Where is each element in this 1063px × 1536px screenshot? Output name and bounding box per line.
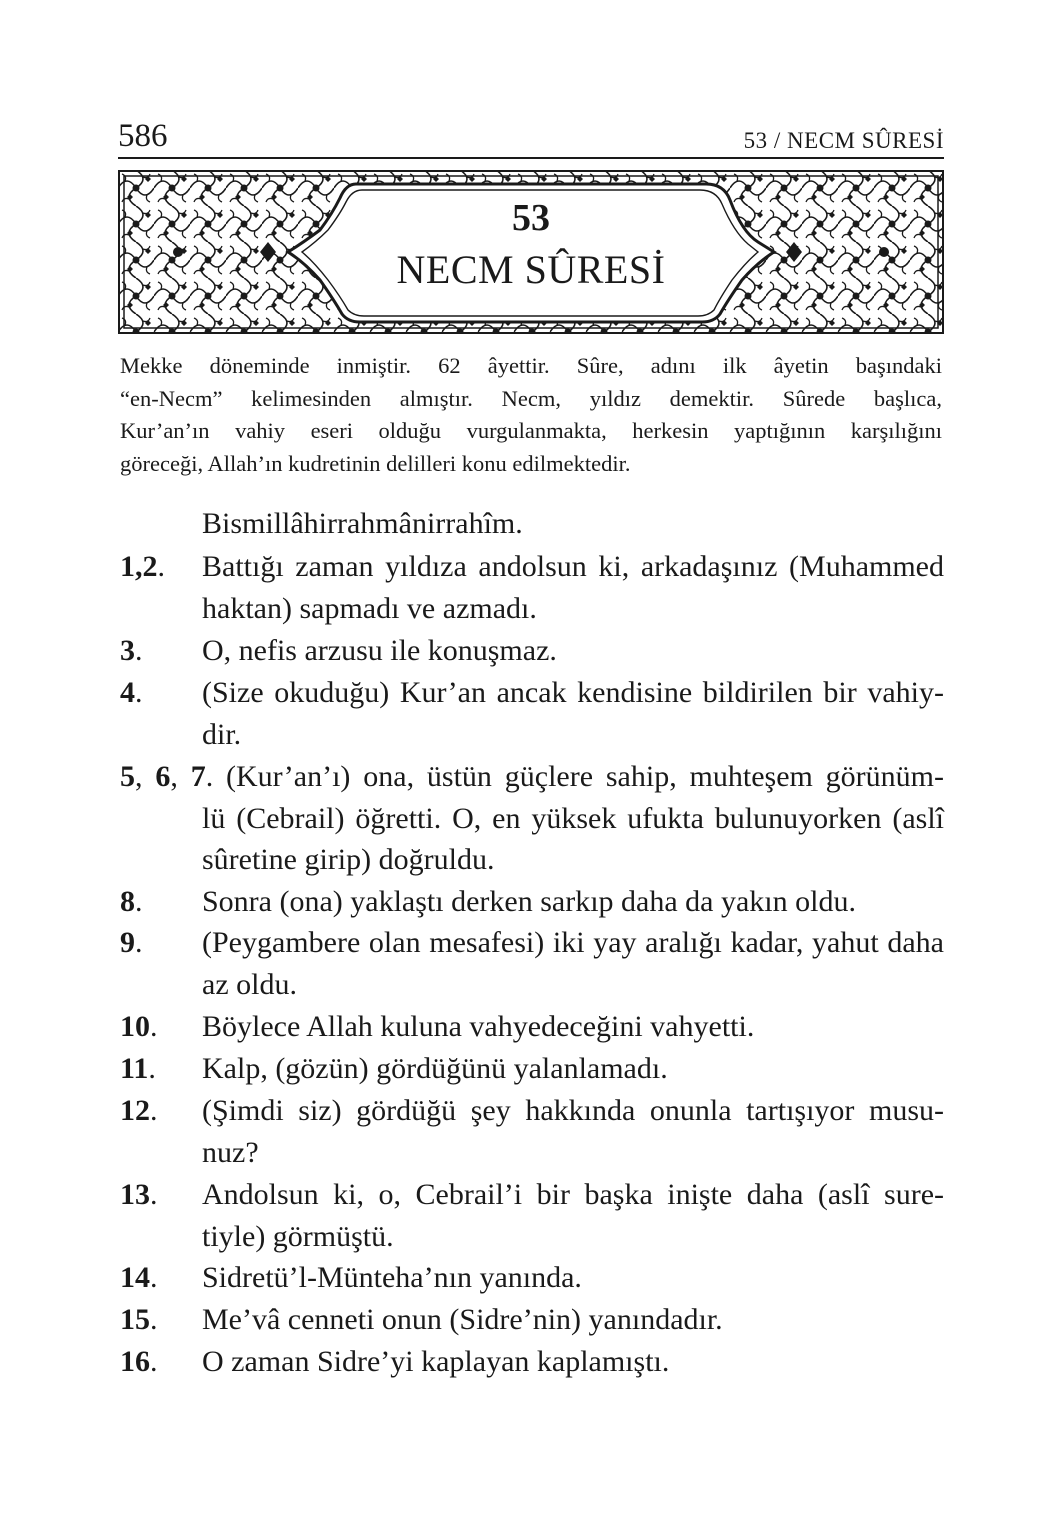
verse-text-line: O, nefis arzusu ile konuşmaz. <box>202 634 557 667</box>
verse-text-line: Me’vâ cenneti onun (Sidre’nin) yanındadır. <box>202 1303 723 1336</box>
verse-text-line: Kalp, (gözün) gördüğünü yalanlamadı. <box>202 1052 668 1085</box>
page-header <box>118 118 944 158</box>
verse-4 <box>120 672 944 755</box>
verse-13 <box>120 1174 944 1257</box>
verse-text-line: (Peygambere olan mesafesi) iki yay aralığı kadar, yahut daha <box>202 926 944 959</box>
verse-text-line: (Şimdi siz) gördüğü şey hakkında onunla tartışıyor musu- <box>202 1094 944 1127</box>
verse-number: 1,2. <box>120 550 165 583</box>
page-number: 586 <box>118 118 168 154</box>
verse-number: 3. <box>120 634 143 667</box>
verse-14 <box>120 1257 944 1299</box>
verse-first-line: 5, 6, 7. (Kur’an’ı) ona, üstün güçlere sahip, muhteşem görünüm- <box>120 760 945 793</box>
verse-text-line: nuz? <box>202 1135 259 1169</box>
verse-text-line: dir. <box>202 717 242 751</box>
verse-number: 8. <box>120 885 143 918</box>
verse-number: 9. <box>120 926 143 959</box>
verse-text-line: lü (Cebrail) öğretti. O, en yüksek ufukta bulunuyorken (aslî <box>202 801 944 835</box>
surah-title: NECM SÛRESİ <box>396 247 666 292</box>
verse-number: 11. <box>120 1052 156 1085</box>
verse-text-line: Sidretü’l-Münteha’nın yanında. <box>202 1261 582 1294</box>
verse-text-line: Andolsun ki, o, Cebrail’i bir başka inişte daha (aslî sure- <box>202 1178 944 1211</box>
surah-number: 53 <box>512 197 550 239</box>
verse-number: 13. <box>120 1178 158 1211</box>
verse-10 <box>120 1006 944 1048</box>
header-rule <box>118 157 944 159</box>
bismillah: Bismillâhirrahmânirrahîm. <box>202 507 523 540</box>
intro-line: Mekke döneminde inmiştir. 62 âyettir. Sûre, adını ilk âyetin başındaki <box>120 353 942 378</box>
intro-line: göreceği, Allah’ın kudretinin delilleri konu edilmektedir. <box>120 450 631 476</box>
verse-text-line: az oldu. <box>202 967 297 1001</box>
verse-9 <box>120 922 944 1005</box>
verse-11 <box>120 1048 944 1090</box>
verse-number: 4. <box>120 676 143 709</box>
verse-number: 10. <box>120 1010 158 1043</box>
verse-number: 12. <box>120 1094 158 1127</box>
verse-text-line: O zaman Sidre’yi kaplayan kaplamıştı. <box>202 1345 670 1378</box>
verse-text-line: tiyle) görmüştü. <box>202 1219 394 1253</box>
verse-number: 14. <box>120 1261 158 1294</box>
intro-line: “en-Necm” kelimesinden almıştır. Necm, yıldız demektir. Sûrede başlıca, <box>120 385 942 411</box>
surah-introduction <box>120 350 942 480</box>
verse-3 <box>120 630 944 672</box>
verse-text-line: Sonra (ona) yaklaştı derken sarkıp daha da yakın oldu. <box>202 885 856 918</box>
verse-12 <box>120 1090 944 1173</box>
verse-text-line: sûretine girip) doğruldu. <box>202 843 495 876</box>
verse-8 <box>120 881 944 923</box>
verse-text-line: Battığı zaman yıldıza andolsun ki, arkadaşınız (Muhammed <box>202 550 944 583</box>
verse-15 <box>120 1299 944 1341</box>
verse-text-line: Böylece Allah kuluna vahyedeceğini vahyetti. <box>202 1010 755 1043</box>
verse-16 <box>120 1341 944 1383</box>
verse-text-line: haktan) sapmadı ve azmadı. <box>202 591 537 625</box>
verse-number: 15. <box>120 1303 158 1336</box>
verse-1-2 <box>120 546 944 629</box>
surah-banner <box>118 170 944 334</box>
verse-text-line: (Size okuduğu) Kur’an ancak kendisine bildirilen bir vahiy- <box>202 676 944 709</box>
intro-line: Kur’an’ın vahiy eseri olduğu vurgulanmakta, herkesin yaptığının karşılığını <box>120 418 942 443</box>
verse-number: 16. <box>120 1345 158 1378</box>
verse-5-6-7 <box>120 756 944 881</box>
running-title: 53 / NECM SÛRESİ <box>743 128 944 153</box>
